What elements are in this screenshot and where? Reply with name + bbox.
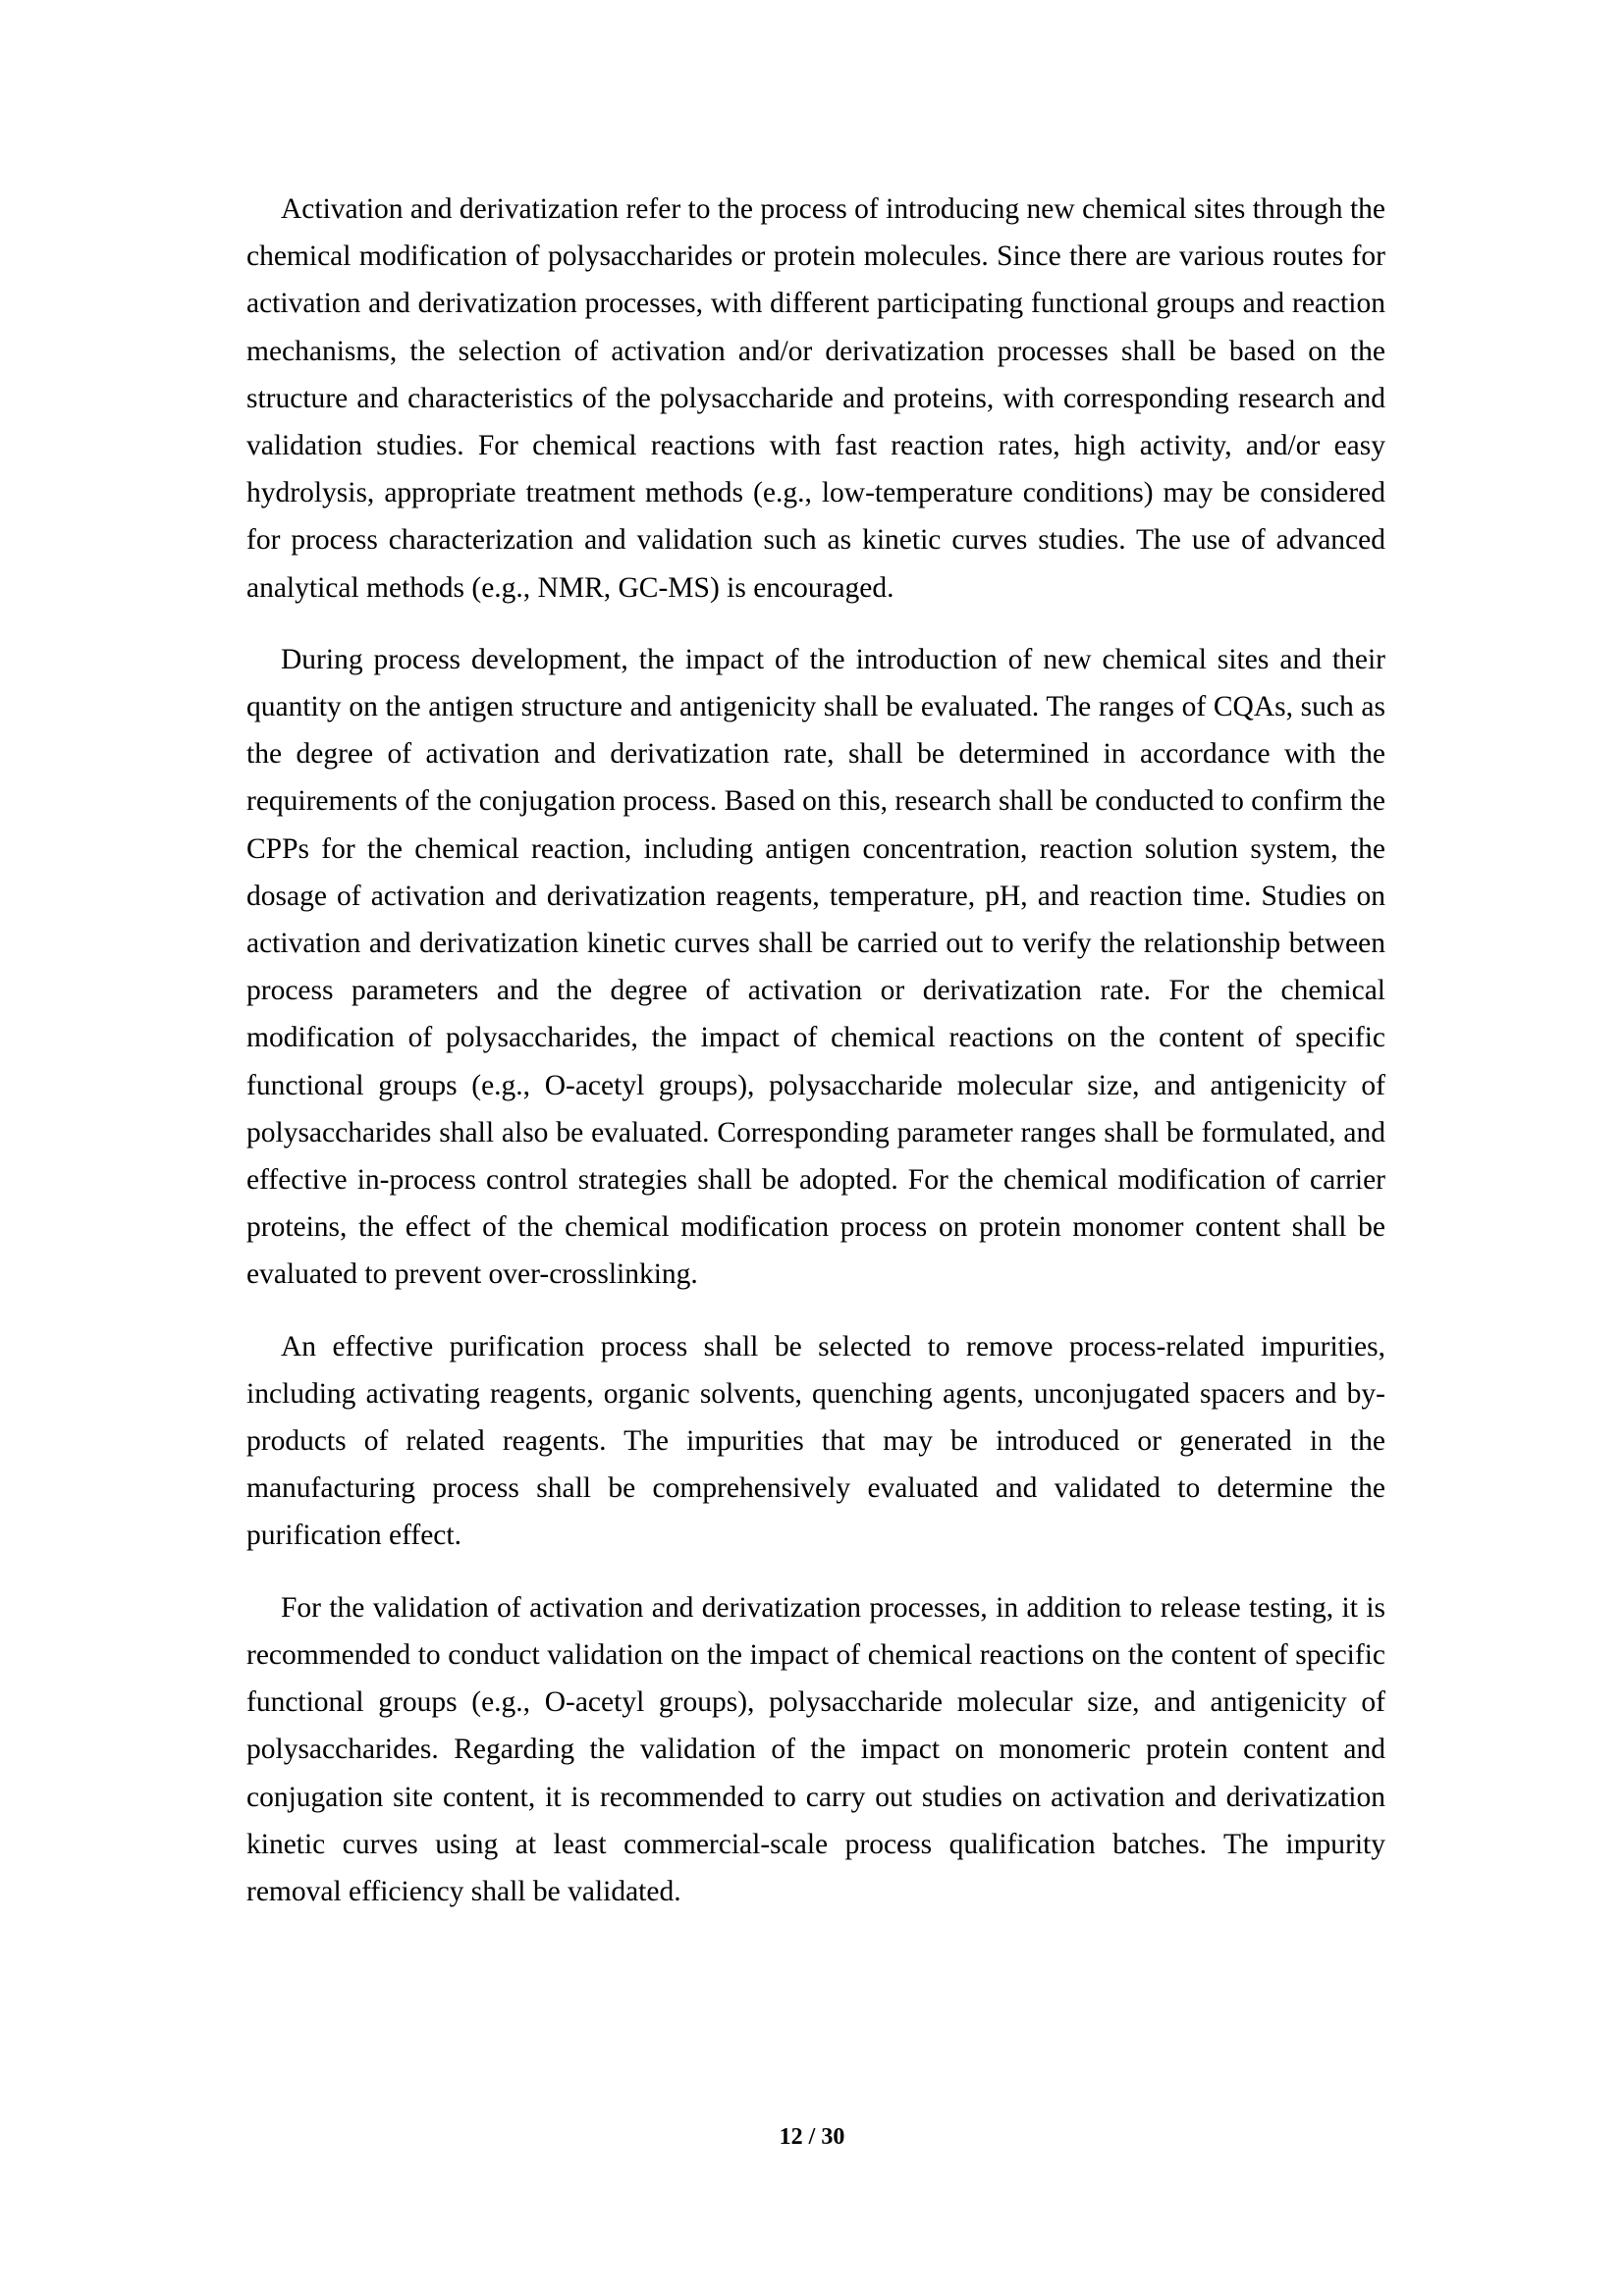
paragraph-process-development: During process development, the impact of the introduction of new chemical sites and their quantity on the antigen structure and antigenicity shall be evaluated. The ranges of CQAs, such as the degree of activation and derivatization rate, shall be determined in accordance with the requirements of the conjugation process. Based on this, research shall be conducted to confirm the CPPs for the chemical reaction, including antigen concentration, reaction solution system, the dosage of activation and derivatization reagents, temperature, pH, and reaction time. Studies on activation and derivatization kinetic curves shall be carried out to verify the relationship between process parameters and the degree of activation or derivatization rate. For the chemical modification of polysaccharides, the impact of chemical reactions on the content of specific functional groups (e.g., O-acetyl groups), polysaccharide molecular size, and antigenicity of polysaccharides shall also be evaluated. Corresponding parameter ranges shall be formulated, and effective in-process control strategies shall be adopted. For the chemical modification of carrier proteins, the effect of the chemical modification process on protein monomer content shall be evaluated to prevent over-crosslinking. bbox=[246, 643, 1385, 1291]
paragraph-validation: For the validation of activation and derivatization processes, in addition to release testing, it is recommended to conduct validation on the impact of chemical reactions on the content of specific functional groups (e.g., O-acetyl groups), polysaccharide molecular size, and antigenicity of polysaccharides. Regarding the validation of the impact on monomeric protein content and conjugation site content, it is recommended to carry out studies on activation and derivatization kinetic curves using at least commercial-scale process qualification batches. The impurity removal efficiency shall be validated. bbox=[246, 1591, 1385, 1907]
document-body bbox=[246, 186, 1385, 1940]
paragraph-activation-derivatization: Activation and derivatization refer to the process of introducing new chemical sites through the chemical modification of polysaccharides or protein molecules. Since there are various routes for activation and derivatization processes, with different participating functional groups and reaction mechanisms, the selection of activation and/or derivatization processes shall be based on the structure and characteristics of the polysaccharide and proteins, with corresponding research and validation studies. For chemical reactions with fast reaction rates, high activity, and/or easy hydrolysis, appropriate treatment methods (e.g., low-temperature conditions) may be considered for process characterization and validation such as kinetic curves studies. The use of advanced analytical methods (e.g., NMR, GC-MS) is encouraged. bbox=[246, 193, 1385, 604]
page-number: 12 / 30 bbox=[779, 2124, 845, 2150]
paragraph-purification: An effective purification process shall be selected to remove process-related impurities, including activating reagents, organic solvents, quenching agents, unconjugated spacers and by-products of related reagents. The impurities that may be introduced or generated in the manufacturing process shall be comprehensively evaluated and validated to determine the purification effect. bbox=[246, 1330, 1385, 1552]
